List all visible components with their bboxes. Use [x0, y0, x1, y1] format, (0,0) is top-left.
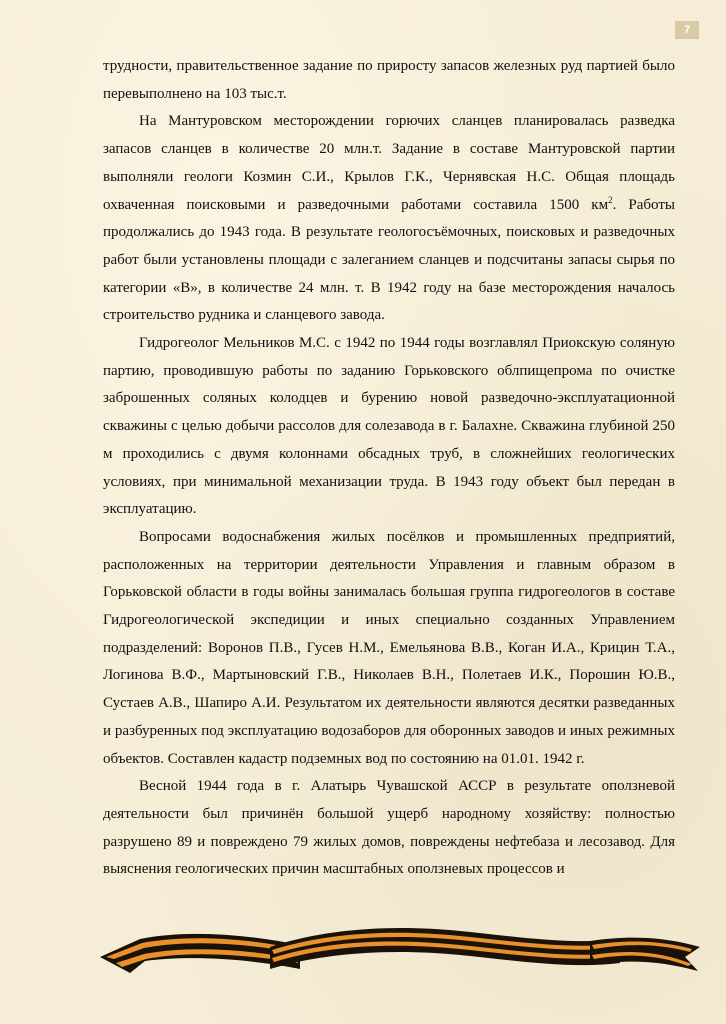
- document-body: [103, 53, 675, 884]
- page-number-badge: 7: [675, 21, 699, 39]
- st-george-ribbon-icon: [100, 917, 700, 981]
- paragraph-melnikov: Гидрогеолог Мельников М.С. с 1942 по 1944 годы возглавлял Приокскую соляную партию, проводившую работы по заданию Горьковского облпищепрома по очистке заброшенных соляных колодцев и бурению новой разведочно-эксплуатационной скважины с целью добычи рассолов для солезавода в г. Балахне. Скважина глубиной 250 м проходились с двумя колоннами обсадных труб, в сложнейших геологических условиях, при минимальной механизации труда. В 1943 году объект был передан в эксплуатацию.: [103, 335, 675, 518]
- superscript-squared: 2: [608, 194, 613, 205]
- paragraph-hydrogeologists: Вопросами водоснабжения жилых посёлков и промышленных предприятий, расположенных на территории деятельности Управления и главным образом в Горьковской области в годы войны занималась большая группа гидрогеологов в составе Гидрогеологической экспедиции и иных специально созданных Управлением подразделений: Воронов П.В., Гусев Н.М., Емельянова В.В., Коган И.А., Крицин Т.А., Логинова В.Ф., Мартыновский Г.В., Николаев В.Н., Полетаев И.К., Порошин Ю.В., Сустаев А.В., Шапиро А.И. Результатом их деятельности являются десятки разведанных и разбуренных под эксплуатацию водозаборов для оборонных заводов и иных режимных объектов. Составлен кадастр подземных вод по состоянию на 01.01. 1942 г.: [103, 528, 675, 767]
- paragraph-alatyr: Весной 1944 года в г. Алатырь Чувашской АССР в результате оползневой деятельности был причинён большой ущерб народному хозяйству: полностью разрушено 89 и повреждено 79 жилых домов, повреждены нефтебаза и лесозавод. Для выяснения геологических причин масштабных оползневых процессов и: [103, 778, 675, 878]
- paragraph-manturovo-part1: На Мантуровском месторождении горючих сланцев планировалась разведка запасов сланцев в количестве 20 млн.т. Задание в составе Мантуровской партии выполняли геологи Козмин С.И., Крылов Г.К., Чернявская Н.С. Общая площадь охваченная поисковыми и разведочными работами составила 1500 км: [103, 113, 675, 213]
- paragraph-continuation: трудности, правительственное задание по приросту запасов железных руд партией было перевыполнено на 103 тыс.т.: [103, 58, 675, 102]
- paragraph-manturovo-part2: . Работы продолжались до 1943 года. В результате геологосъёмочных, поисковых и разведочных работ были установлены площади с залеганием сланцев и подсчитаны запасы сырья по категории «В», в количестве 24 млн. т. В 1942 году на базе месторождения началось строительство рудника и сланцевого завода.: [103, 196, 675, 324]
- paragraph-manturovo: [103, 108, 675, 330]
